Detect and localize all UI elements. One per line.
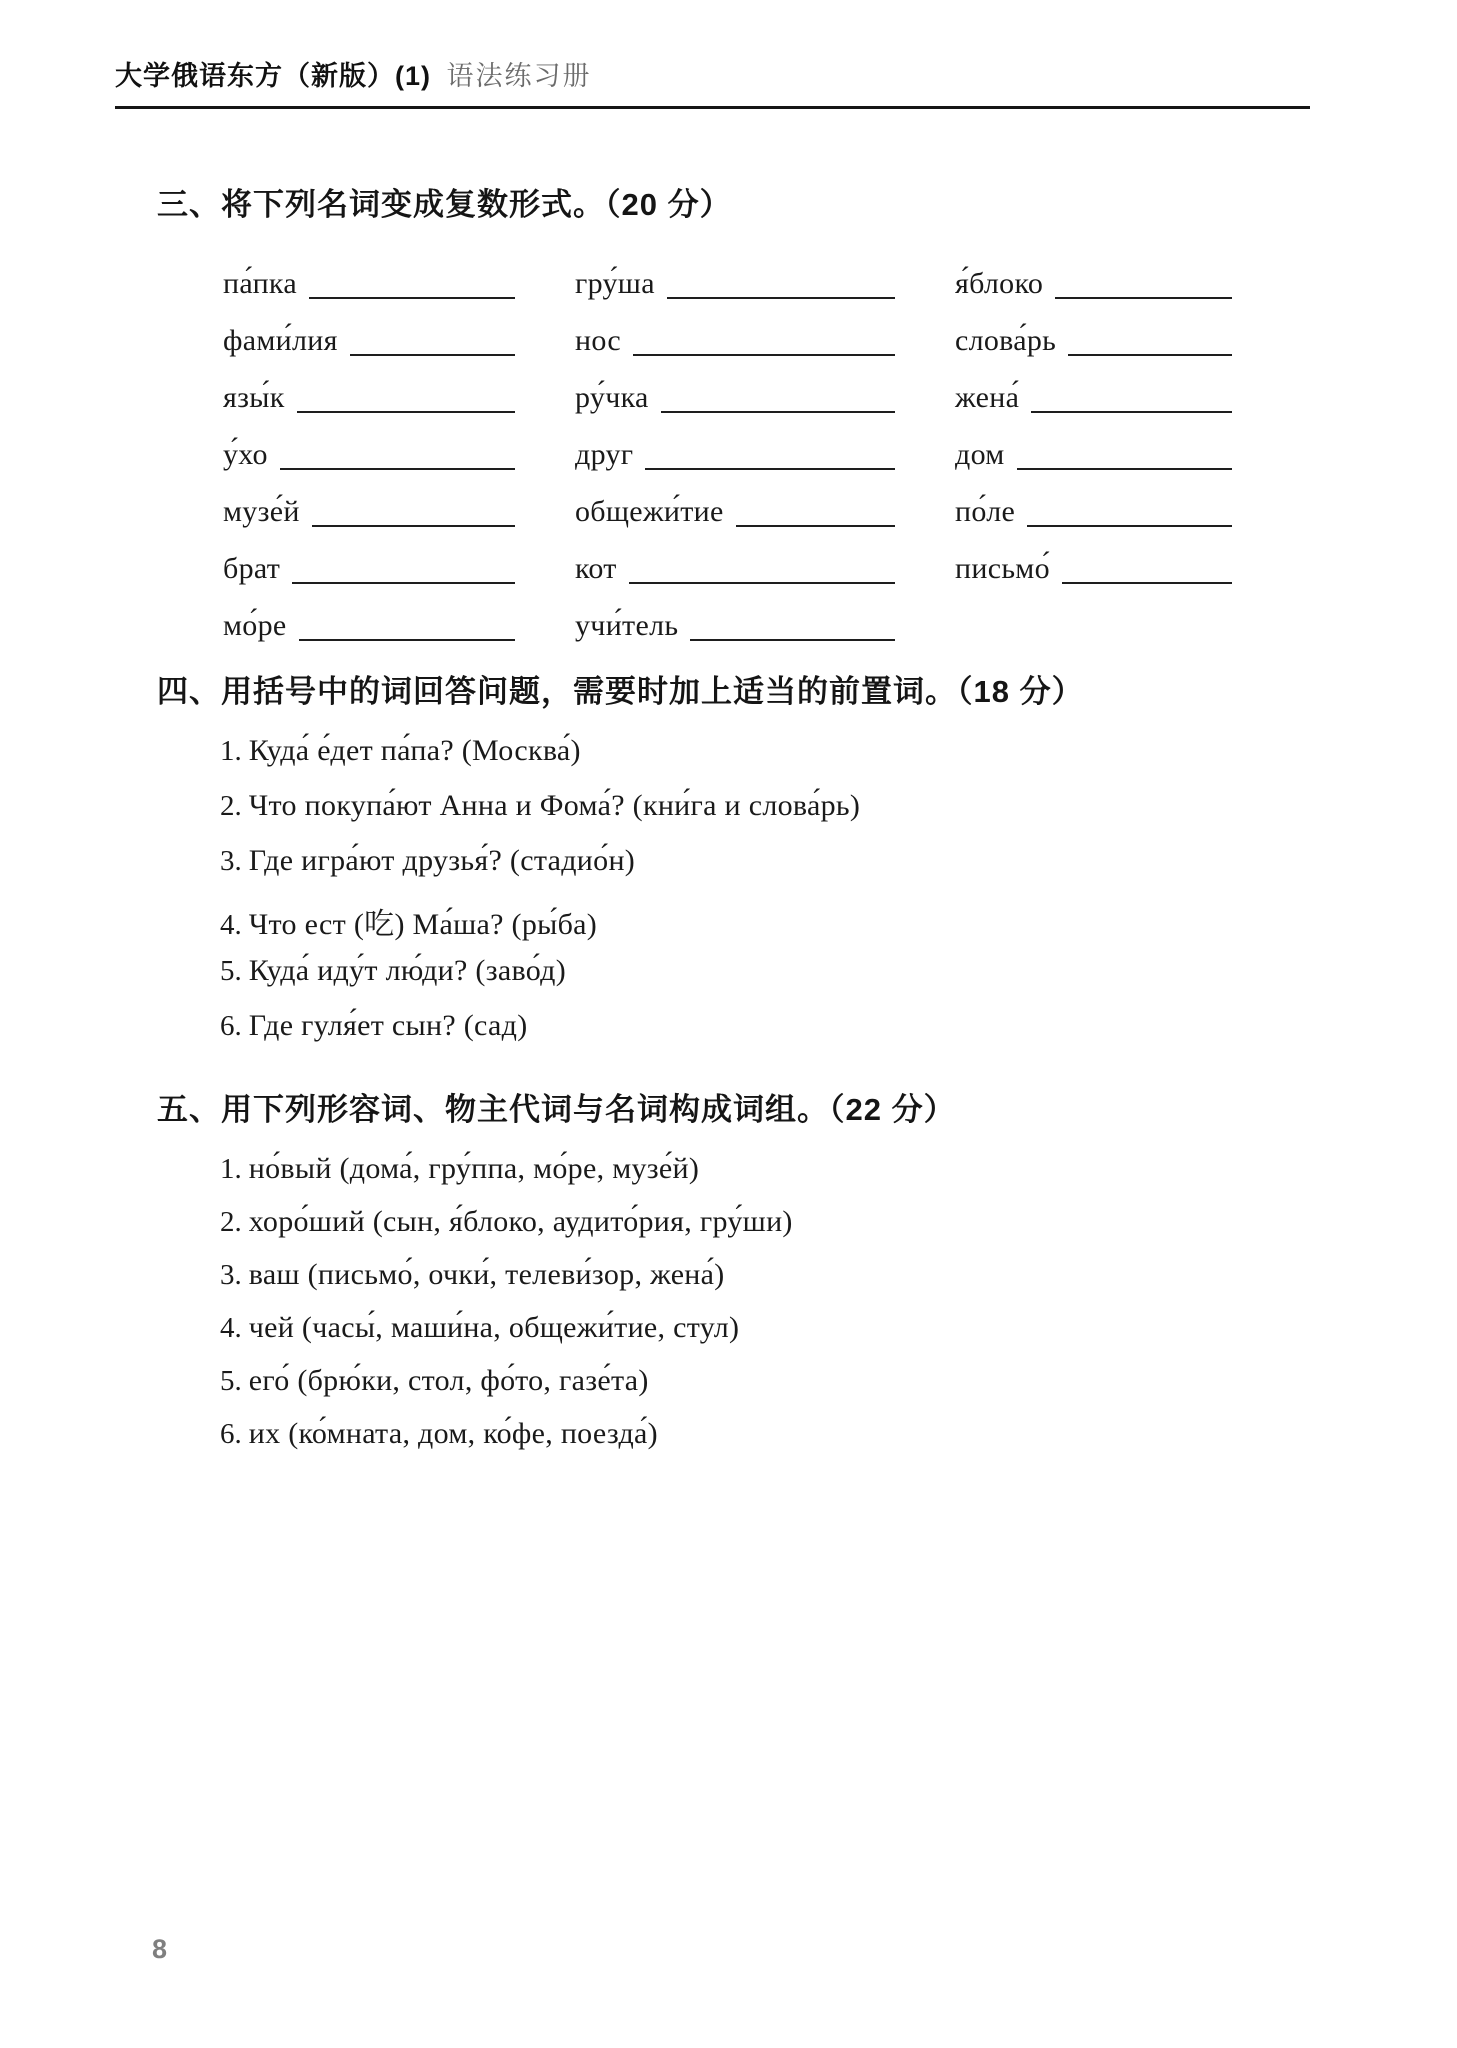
answer-blank [690,636,895,641]
answer-blank [1068,351,1232,356]
noun-cell [955,306,1232,363]
answer-blank [309,294,515,299]
answer-blank [299,636,516,641]
exercise-item [220,844,1457,899]
item-text: Что ест (吃) Ма́ша? (ры́ба) [248,908,598,941]
exercise-item [220,1258,1457,1311]
noun-word: жена́ [955,380,1020,414]
noun-cell [955,534,1232,591]
noun-word: учи́тель [575,608,679,642]
item-text: Где игра́ют друзья́? (стадио́н) [248,844,636,877]
answer-blank [1027,522,1232,527]
noun-cell [575,591,895,648]
item-text: Что покупа́ют Анна и Фома́? (кни́га и слова́рь) [248,789,861,822]
exercise-item [220,734,1457,789]
item-text: ваш (письмо́, очки́, телеви́зор, жена́) [248,1258,725,1291]
exercise-item [220,1311,1457,1364]
item-text: хоро́ший (сын, я́блоко, аудито́рия, гру́ши) [248,1205,793,1238]
exercise-item [220,1009,1457,1064]
answer-blank [1031,408,1232,413]
answer-blank [312,522,515,527]
noun-word: по́ле [955,494,1016,528]
answer-blank [280,465,515,470]
answer-blank [1055,294,1232,299]
exercise-item [220,1417,1457,1470]
noun-cell [223,363,515,420]
noun-cell [955,249,1232,306]
exercise-item [220,1152,1457,1205]
answer-blank [1062,579,1232,584]
noun-cell [955,477,1232,534]
page-number: 8 [152,1934,168,1964]
answer-blank [350,351,515,356]
item-number: 3. [220,1259,242,1291]
noun-word: у́хо [223,437,268,471]
noun-word: па́пка [223,266,297,300]
noun-word: гру́ша [575,266,655,300]
item-text: Куда́ е́дет па́па? (Москва́) [248,734,581,767]
noun-cell [575,534,895,591]
noun-word: мо́ре [223,608,287,642]
answer-blank [1017,465,1232,470]
header-series-title: 大学俄语东方（新版）(1) [115,61,431,91]
noun-cell [955,363,1232,420]
item-number: 2. [220,1206,242,1238]
item-number: 6. [220,1010,242,1042]
noun-cell [223,591,515,648]
answer-blank [736,522,895,527]
section4-title: 四、用括号中的词回答问题，需要时加上适当的前置词。（18 分） [157,674,1084,709]
exercise-item [220,1364,1457,1417]
item-number: 5. [220,1365,242,1397]
noun-word: письмо́ [955,551,1050,585]
exercise-item [220,1205,1457,1258]
noun-word: нос [575,323,622,357]
item-number: 4. [220,1312,242,1344]
item-text: Где гуля́ет сын? (сад) [248,1009,528,1042]
item-number: 2. [220,790,242,822]
answer-blank [667,294,895,299]
item-number: 3. [220,845,242,877]
answer-blank [661,408,895,413]
noun-cell [223,249,515,306]
item-text: его́ (брю́ки, стол, фо́то, газе́та) [248,1364,649,1397]
noun-word: я́блоко [955,266,1044,300]
section5-title: 五、用下列形容词、物主代词与名词构成词组。（22 分） [157,1092,956,1127]
noun-word: слова́рь [955,323,1057,357]
noun-cell [575,306,895,363]
noun-cell [955,420,1232,477]
answer-blank [633,351,895,356]
noun-word: кот [575,551,617,585]
exercise-item [220,899,1457,954]
item-number: 1. [220,735,242,767]
item-text: их (ко́мната, дом, ко́фе, поезда́) [248,1417,658,1450]
noun-cell [575,363,895,420]
exercise-item [220,789,1457,844]
section3-noun-grid [223,249,1457,648]
answer-blank [645,465,895,470]
noun-cell [223,306,515,363]
header-book-title: 语法练习册 [446,61,592,91]
noun-word: музе́й [223,494,300,528]
noun-cell [223,477,515,534]
noun-word: брат [223,551,281,585]
item-number: 1. [220,1153,242,1185]
page-header [115,0,1342,92]
answer-blank [297,408,515,413]
noun-word: ру́чка [575,380,649,414]
item-text: но́вый (дома́, гру́ппа, мо́ре, музе́й) [248,1152,700,1185]
noun-word: общежи́тие [575,494,724,528]
header-rule [115,106,1310,109]
item-text: Куда́ иду́т лю́ди? (заво́д) [248,954,567,987]
answer-blank [292,579,515,584]
section5-item-list [220,1152,1457,1470]
exercise-item [220,954,1457,1009]
noun-cell [575,420,895,477]
item-number: 5. [220,955,242,987]
noun-cell [575,249,895,306]
noun-cell [223,420,515,477]
noun-word: язы́к [223,380,285,414]
item-number: 4. [220,909,242,941]
section4-item-list [220,734,1457,1064]
noun-cell [223,534,515,591]
item-text: чей (часы́, маши́на, общежи́тие, стул) [248,1311,740,1344]
noun-word: друг [575,437,634,471]
noun-cell [575,477,895,534]
section3-title: 三、将下列名词变成复数形式。（20 分） [157,187,732,222]
item-number: 6. [220,1418,242,1450]
noun-word: дом [955,437,1005,471]
noun-word: фами́лия [223,323,338,357]
answer-blank [629,579,895,584]
